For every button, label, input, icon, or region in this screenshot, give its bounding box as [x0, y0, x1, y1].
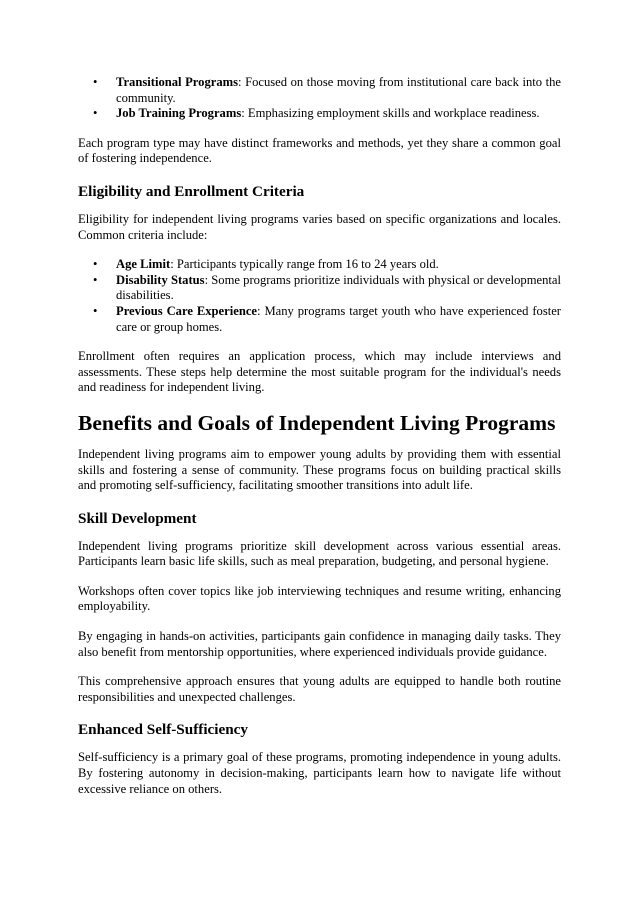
paragraph-skill-3: By engaging in hands-on activities, participants gain confidence in managing daily tasks. They also benefit from mentorship opportunities, where experienced individuals provide guidance.	[78, 629, 561, 659]
criteria-list	[78, 257, 561, 335]
list-item	[78, 273, 561, 304]
heading-eligibility: Eligibility and Enrollment Criteria	[78, 182, 305, 200]
paragraph-skill-1: Independent living programs prioritize skill development across various essential areas. Participants learn basic life skills, such as meal preparation, budgeting, and personal hygiene.	[78, 538, 561, 569]
list-item-text: : Some programs prioritize individuals with physical or developmental disabilities.	[116, 272, 561, 303]
bullet-icon: •	[93, 106, 98, 121]
list-item	[78, 257, 561, 273]
list-item-term: Job Training Programs	[116, 106, 242, 121]
paragraph-skill-4: This comprehensive approach ensures that young adults are equipped to handle both routine responsibilities and unexpected challenges.	[78, 674, 561, 704]
list-item-term: Transitional Programs	[116, 75, 239, 89]
list-item	[78, 75, 561, 106]
paragraph-enrollment: Enrollment often requires an application process, which may include interviews and assessments. These steps help determine the most suitable program for the individual's needs and readiness for independent living.	[78, 349, 561, 395]
list-item	[78, 106, 561, 122]
list-item-term: Age Limit	[116, 257, 171, 272]
list-item	[78, 304, 561, 335]
list-item-text: : Focused on those moving from institutional care back into the community.	[116, 75, 562, 105]
list-item-text: : Participants typically range from 16 to 24 years old.	[170, 257, 439, 272]
heading-benefits: Benefits and Goals of Independent Living Programs	[78, 410, 556, 435]
program-types-list	[78, 75, 561, 122]
list-item-term: Disability Status	[116, 272, 205, 287]
paragraph-benefits: Independent living programs aim to empower young adults by providing them with essential skills and fostering a sense of community. These programs focus on building practical skills and promoting self-sufficiency, facilitating smoother transitions into adult life.	[78, 446, 561, 493]
paragraph-eligibility: Eligibility for independent living programs varies based on specific organizations and locales. Common criteria include:	[78, 211, 561, 242]
bullet-icon: •	[93, 257, 98, 272]
paragraph-skill-2: Workshops often cover topics like job interviewing techniques and resume writing, enhancing employability.	[78, 583, 561, 614]
bullet-icon: •	[93, 303, 98, 318]
list-item-text: : Many programs target youth who have experienced foster care or group homes.	[116, 303, 562, 334]
list-item-text: : Emphasizing employment skills and workplace readiness.	[241, 106, 540, 121]
heading-skill-development: Skill Development	[78, 509, 197, 527]
paragraph-self-sufficiency: Self-sufficiency is a primary goal of these programs, promoting independence in young adults. By fostering autonomy in decision-making, participants learn how to navigate life without excessive reliance on others.	[78, 750, 561, 796]
bullet-icon: •	[93, 75, 98, 89]
list-item-term: Previous Care Experience	[116, 303, 258, 318]
document-page	[78, 75, 561, 797]
bullet-icon: •	[93, 272, 98, 287]
paragraph-program-types: Each program type may have distinct frameworks and methods, yet they share a common goal of fostering independence.	[78, 135, 561, 166]
heading-self-sufficiency: Enhanced Self-Sufficiency	[78, 721, 249, 739]
